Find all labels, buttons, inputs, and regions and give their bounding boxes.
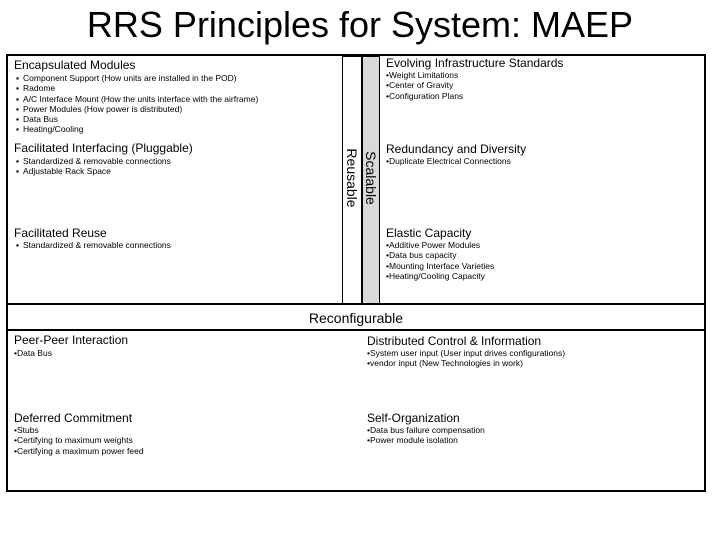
list-item: • Power module isolation [367,435,485,445]
divider-bottom-of-reconfigurable [6,329,706,331]
list-item: • Weight Limitations [386,70,463,80]
list-item: ▪ Radome [16,83,258,93]
redundancy-diversity-title: Redundancy and Diversity [386,142,527,156]
peer-peer-interaction-list [14,348,52,358]
elastic-capacity-list [386,240,494,281]
self-organization-title: Self-Organization [367,411,460,425]
list-item: • Data bus failure compensation [367,425,485,435]
reusable-label: Reusable [344,148,360,208]
list-item: • Additive Power Modules [386,240,494,250]
list-item: • Certifying a maximum power feed [14,446,144,456]
facilitated-reuse-list [16,240,171,250]
deferred-commitment-title: Deferred Commitment [14,411,133,425]
list-item: ▪ Standardized & removable connections [16,240,171,250]
peer-peer-interaction-title: Peer-Peer Interaction [14,333,129,347]
list-item: ▪ A/C Interface Mount (How the units interface with the airframe) [16,94,258,104]
list-item: ▪ Power Modules (How power is distributed) [16,104,258,114]
list-item: • Center of Gravity [386,80,463,90]
facilitated-interfacing-list [16,156,171,177]
evolving-infrastructure-list [386,70,463,101]
list-item: • Duplicate Electrical Connections [386,156,511,166]
list-item: • System user input (User input drives configurations) [367,348,565,358]
page-title: RRS Principles for System: MAEP [86,4,634,45]
list-item: • Data Bus [14,348,52,358]
list-item: ▪ Data Bus [16,114,258,124]
reconfigurable-label: Reconfigurable [308,310,404,326]
redundancy-diversity-list [386,156,511,166]
list-item: ▪ Heating/Cooling [16,124,258,134]
scalable-label: Scalable [363,151,379,205]
list-item: ▪ Component Support (How units are installed in the POD) [16,73,258,83]
encapsulated-modules-list [16,73,258,135]
list-item: • Configuration Plans [386,91,463,101]
facilitated-interfacing-title: Facilitated Interfacing (Pluggable) [14,141,193,155]
facilitated-reuse-title: Facilitated Reuse [14,226,107,240]
distributed-control-list [367,348,565,369]
list-item: ▪ Adjustable Rack Space [16,166,171,176]
list-item: • vendor input (New Technologies in work) [367,358,565,368]
distributed-control-title: Distributed Control & Information [367,334,542,348]
list-item: ▪ Standardized & removable connections [16,156,171,166]
list-item: • Heating/Cooling Capacity [386,271,494,281]
list-item: • Mounting Interface Varieties [386,261,494,271]
deferred-commitment-list [14,425,144,456]
list-item: • Stubs [14,425,144,435]
list-item: • Certifying to maximum weights [14,435,144,445]
list-item: • Data bus capacity [386,250,494,260]
evolving-infrastructure-title: Evolving Infrastructure Standards [386,56,564,70]
self-organization-list [367,425,485,446]
encapsulated-modules-title: Encapsulated Modules [14,58,136,72]
elastic-capacity-title: Elastic Capacity [386,226,472,240]
